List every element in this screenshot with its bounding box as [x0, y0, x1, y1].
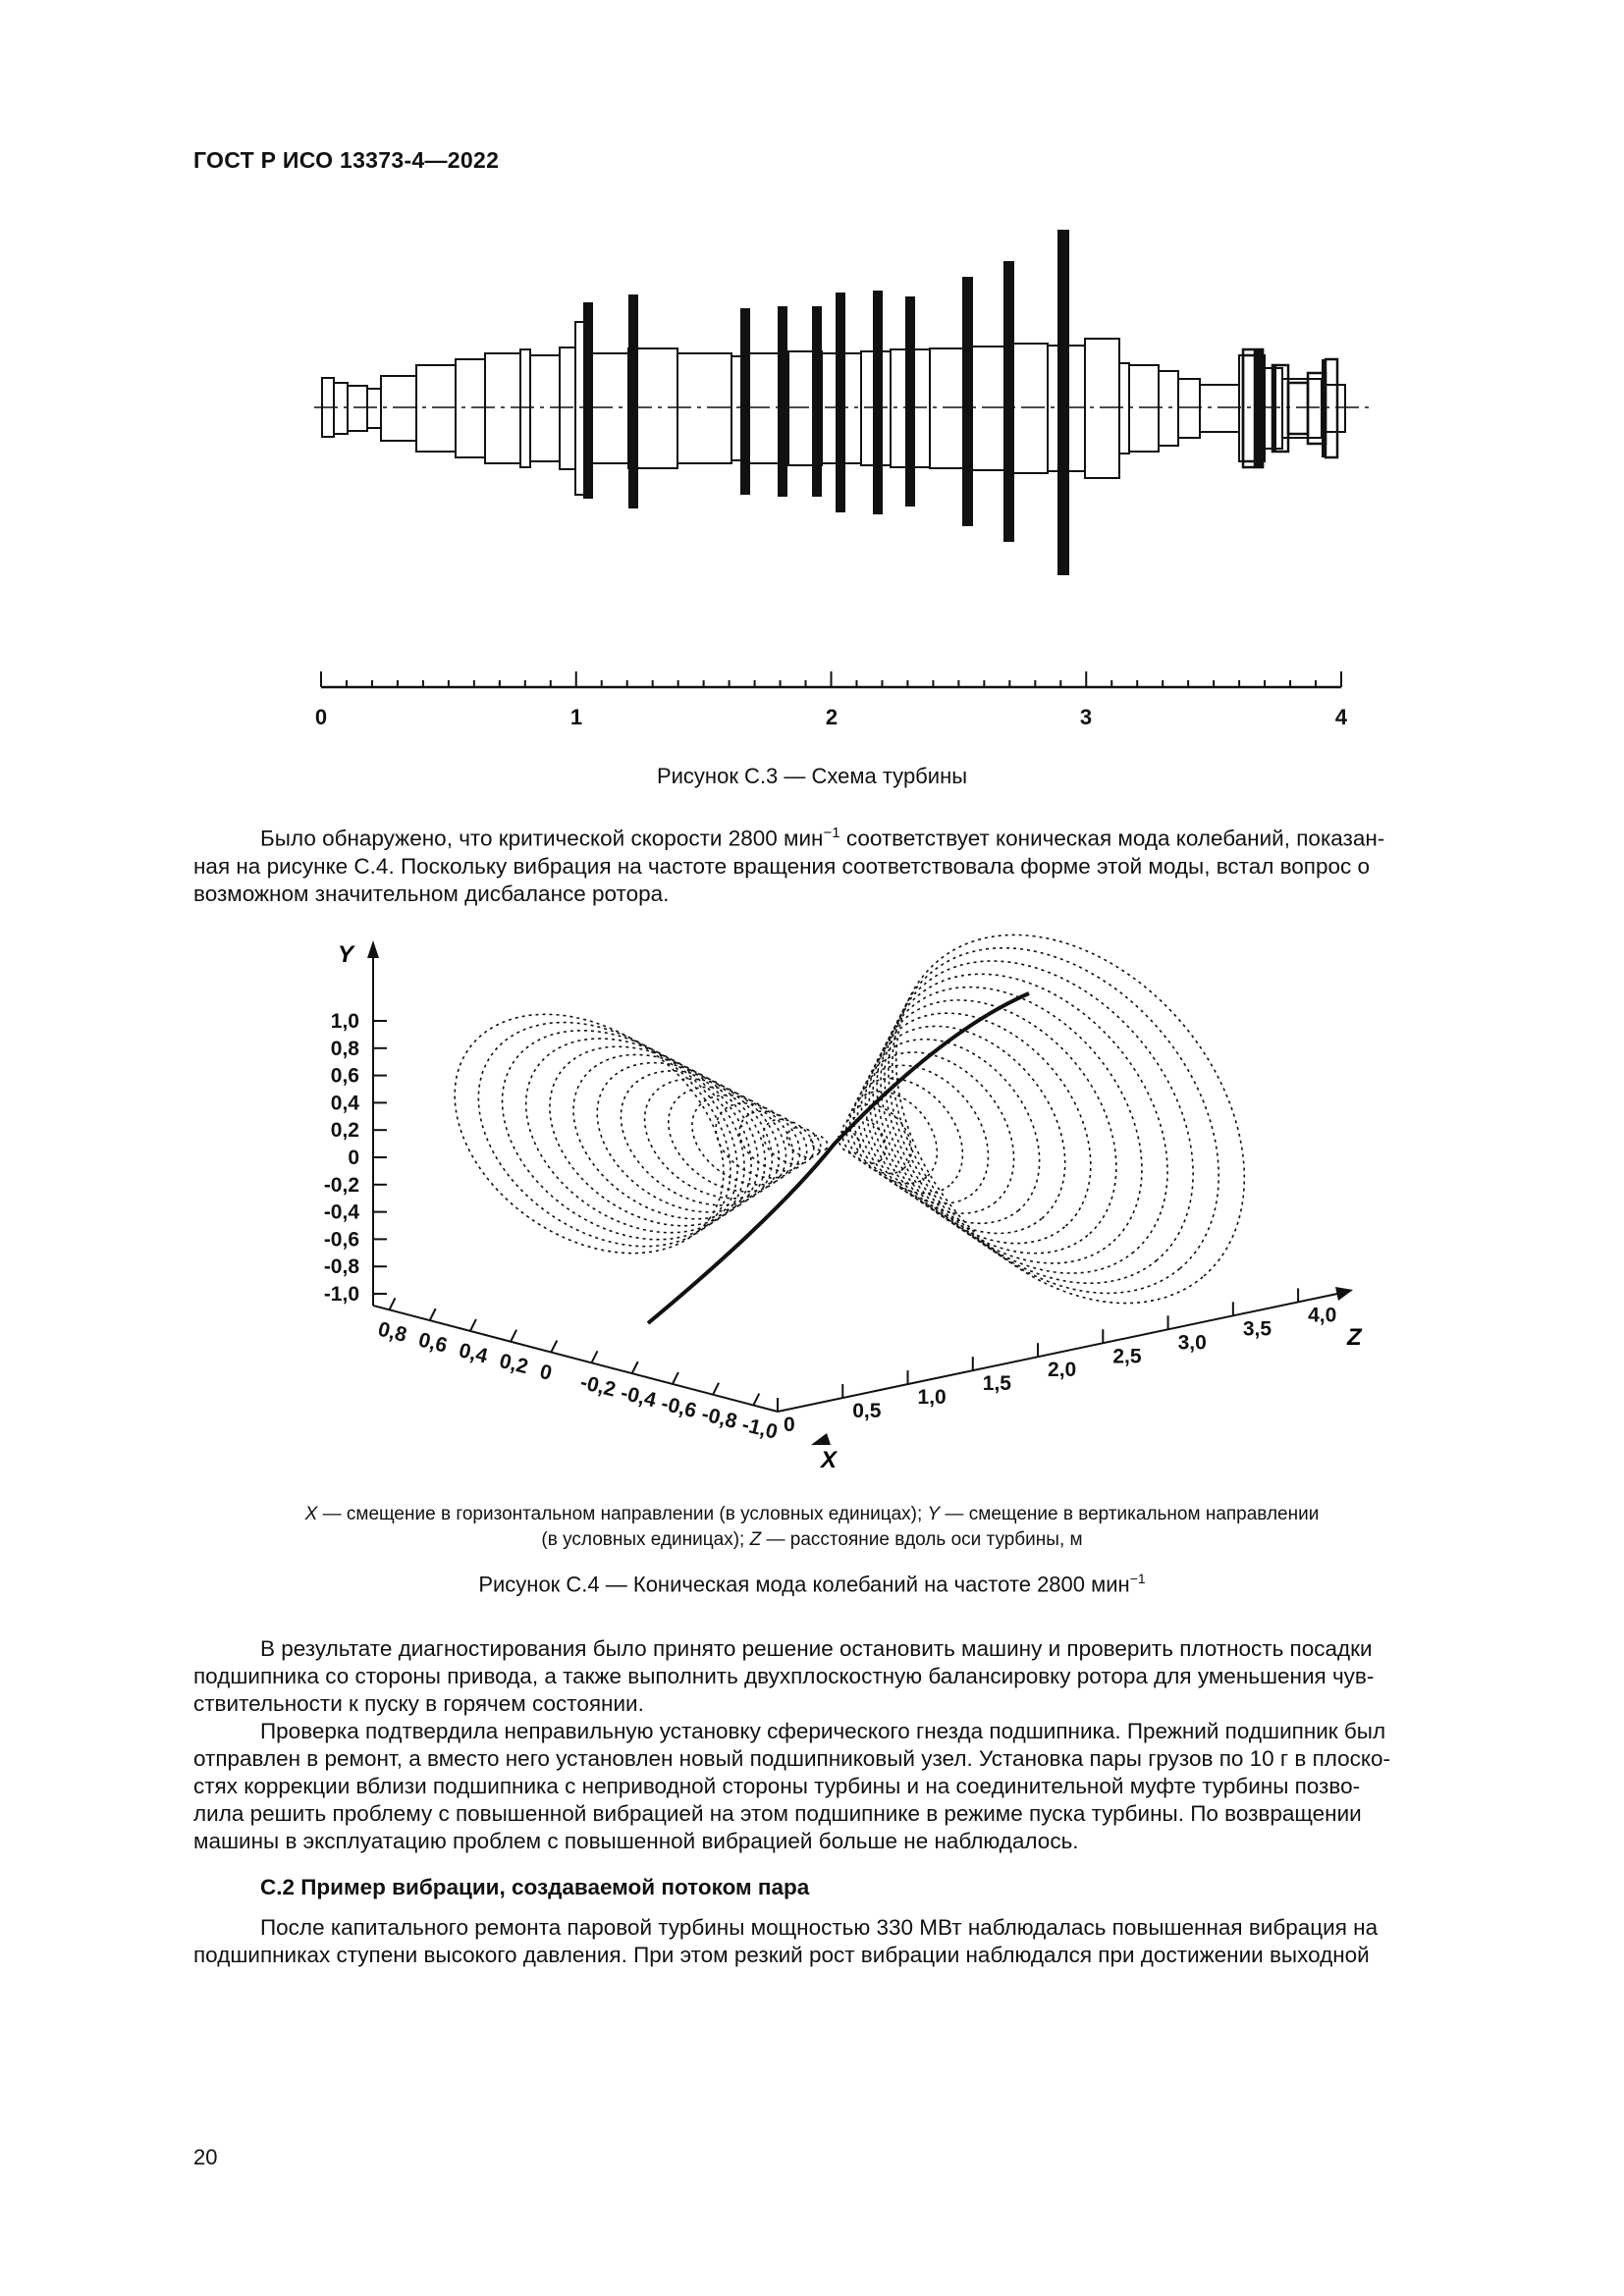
y-tick-label: 0,6 — [330, 1064, 359, 1088]
x-tick-label: -0,8 — [699, 1402, 739, 1434]
z-tick-label: 3,0 — [1177, 1331, 1207, 1355]
x-tick-label: -0,6 — [659, 1392, 699, 1423]
p2-line-2: подшипника со стороны привода, а также выполнить двухплоскостную балансировку ротора для уменьшения чув- — [193, 1664, 1375, 1688]
x-tick-label: -0,2 — [577, 1370, 619, 1402]
x-tick — [389, 1298, 395, 1309]
intro-sup: −1 — [823, 825, 840, 841]
intro-line-1: Было обнаружено, что критической скорости 2800 мин — [260, 826, 824, 851]
z-tick-label: 0 — [784, 1414, 795, 1436]
x-tick — [511, 1330, 516, 1342]
turbine-schematic — [0, 0, 1624, 766]
x-tick — [713, 1383, 719, 1395]
left-cone-ellipse — [489, 998, 782, 1273]
x-tick-label: -1,0 — [739, 1413, 781, 1444]
y-tick-label: -0,4 — [323, 1201, 359, 1224]
p4-line-2: подшипниках ступени высокого давления. При этом резкий рост вибрации наблюдался при достижении выходной — [193, 1943, 1370, 1967]
z-tick-label: 3,5 — [1242, 1317, 1272, 1341]
left-cone-ellipse — [515, 1009, 785, 1262]
legend-y-symbol: Y — [927, 1504, 941, 1524]
legend-y-text: — смещение в вертикальном направлении — [940, 1504, 1320, 1524]
section-c2-title: С.2 Пример вибрации, создаваемой потоком пара — [260, 1875, 810, 1899]
y-tick-label: 0,4 — [330, 1092, 359, 1115]
y-axis-label: Y — [338, 941, 354, 968]
scale-label-4: 4 — [1334, 705, 1348, 729]
scale-label-1: 1 — [569, 705, 583, 729]
scale-label-2: 2 — [825, 705, 839, 729]
p2-line-1: В результате диагностирования было принято решение остановить машину и проверить плотность посадки — [260, 1636, 1373, 1661]
y-tick-label: -0,8 — [323, 1255, 359, 1279]
intro-paragraph — [193, 820, 1499, 908]
left-cone-ellipse — [595, 1043, 797, 1234]
x-tick-label: 0,8 — [375, 1317, 409, 1347]
z-tick-label: 4,0 — [1308, 1304, 1337, 1327]
x-axis-label: X — [821, 1447, 838, 1473]
p2-line-3: ствительности к пуску в горячем состоянии. — [193, 1691, 644, 1716]
right-cone-ellipse — [826, 923, 1286, 1358]
scale-label-0: 0 — [314, 705, 328, 729]
right-cone-ellipse — [828, 953, 1165, 1301]
scale-label-3: 3 — [1079, 705, 1093, 729]
x-tick-label: 0,4 — [457, 1339, 490, 1368]
x-tick — [430, 1308, 436, 1320]
x-tick-label: 0 — [537, 1360, 555, 1385]
x-tick-label: -0,4 — [618, 1381, 659, 1413]
conical-mode-chart — [0, 923, 1624, 1492]
legend-x-symbol: X — [304, 1504, 318, 1524]
left-cone-ellipse — [436, 976, 773, 1293]
y-tick-label: -0,2 — [323, 1173, 359, 1197]
document-header: ГОСТ Р ИСО 13373-4—2022 — [193, 147, 500, 173]
p4-line-1: После капитального ремонта паровой турбины мощностью 330 МВт наблюдалась повышенная вибрация на — [260, 1915, 1379, 1940]
z-tick-label: 2,0 — [1048, 1359, 1077, 1382]
x-tick — [470, 1319, 476, 1331]
right-cone-ellipse — [825, 923, 1316, 1371]
left-cone-ellipse — [782, 1121, 827, 1163]
figure-c3-caption: Рисунок С.3 — Схема турбины — [656, 764, 968, 788]
right-cone-ellipse — [827, 923, 1225, 1329]
paragraph-check — [193, 1718, 1499, 1855]
legend-z-text: — расстояние вдоль оси турбины, м — [761, 1529, 1083, 1550]
legend-y-units: (в условных единицах); — [541, 1529, 750, 1550]
p3-line-3: стях коррекции вблизи подшипника с неприводной стороны турбины и на соединительной муфте турбины позво- — [193, 1774, 1361, 1798]
x-tick — [753, 1394, 759, 1406]
left-cone-ellipse — [462, 988, 777, 1283]
y-tick-label: -0,6 — [323, 1228, 359, 1252]
x-tick-label: 0,2 — [497, 1349, 531, 1379]
left-cone-ellipse — [649, 1065, 806, 1213]
right-cone-ellipse — [831, 1040, 1014, 1229]
x-tick — [673, 1372, 678, 1384]
page-number: 20 — [193, 2145, 218, 2169]
p3-line-2: отправлен в ремонт, а вместо него установлен новый подшипниковый узел. Установка пары грузов по 10 г в плоско- — [193, 1746, 1391, 1771]
right-cone-ellipse — [833, 1074, 955, 1201]
mode-shape-line — [648, 993, 1029, 1323]
z-tick-label: 1,0 — [917, 1386, 947, 1410]
intro-line-3: возможном значительном дисбалансе ротора. — [193, 881, 670, 906]
y-tick-label: 0,8 — [330, 1037, 359, 1060]
z-axis-label: Z — [1347, 1324, 1362, 1351]
intro-line-1-rest: соответствует коническая мода колебаний, показан- — [839, 826, 1385, 851]
figure-c4-legend — [0, 1502, 1624, 1553]
paragraph-diagnosis — [193, 1635, 1499, 1718]
x-tick — [591, 1351, 597, 1362]
p3-line-5: машины в эксплуатацию проблем с повышенной вибрацией больше не наблюдалось. — [193, 1829, 1079, 1853]
figure-c4-caption-sup: −1 — [1129, 1571, 1146, 1586]
left-cone-ellipse — [622, 1054, 801, 1223]
paragraph-steam-flow — [193, 1914, 1499, 1969]
y-tick-label: 0,2 — [330, 1119, 359, 1143]
x-tick-label: 0,6 — [415, 1328, 450, 1358]
figure-c4-caption-text: Рисунок С.4 — Коническая мода колебаний на частоте 2800 мин — [478, 1572, 1130, 1597]
z-tick-label: 2,5 — [1112, 1345, 1142, 1368]
left-cone-ellipse — [409, 965, 769, 1303]
y-tick-label: 1,0 — [330, 1010, 359, 1033]
figure-c4-caption — [0, 1571, 1624, 1597]
p3-line-4: лила решить проблему с повышенной вибрацией на этом подшипнике в режиме пуска турбины. По возвращении — [193, 1801, 1362, 1826]
x-tick — [632, 1362, 638, 1373]
p3-line-1: Проверка подтвердила неправильную установку сферического гнезда подшипника. Прежний подшипник был — [260, 1719, 1386, 1743]
intro-line-2: ная на рисунке С.4. Поскольку вибрация на частоте вращения соответствовала форме этой моды, встал вопрос о — [193, 853, 1371, 879]
legend-x-text: — смещение в горизонтальном направлении (в условных единицах); — [317, 1504, 928, 1524]
y-tick-label: 0 — [348, 1147, 359, 1169]
legend-z-symbol: Z — [749, 1529, 762, 1550]
z-tick-label: 0,5 — [852, 1400, 882, 1423]
x-tick — [551, 1341, 557, 1353]
z-tick-label: 1,5 — [982, 1372, 1011, 1396]
y-tick-label: -1,0 — [323, 1283, 359, 1306]
